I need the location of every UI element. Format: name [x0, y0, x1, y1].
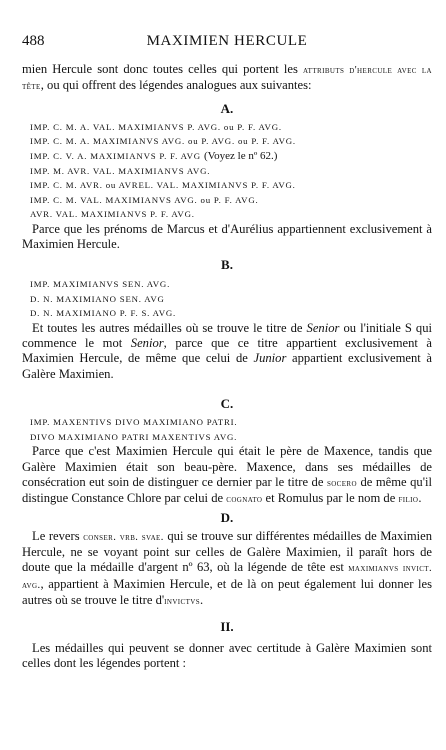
senior-word-2: Senior: [130, 336, 164, 351]
maximianus-legend: maximianvs invict. avg.: [22, 563, 432, 591]
section-a-title: A.: [220, 100, 234, 116]
section-c-paragraph: [22, 444, 432, 507]
section-c-text-2: de même qu'il distingue Constance Chlore par celui de: [22, 474, 432, 506]
section-d-text-3: , appartient à Maximien Hercule, et de là on peut également lui donner les autres où se trouve le titre d': [22, 576, 432, 608]
legend-a-1: IMP. C. M. A. VAL. MAXIMIANVS P. AVG. ou P. F. AVG.: [30, 121, 282, 132]
section-b-paragraph: [22, 321, 432, 382]
legend-b-2: D. N. MAXIMIANO SEN. AVG: [30, 293, 165, 304]
intro-text-1: mien Hercule sont donc toutes celles qui portent les: [22, 62, 298, 76]
intro-paragraph: [22, 62, 432, 95]
conser-legend: conser. vrb. svae.: [83, 531, 164, 543]
section-d-title: D.: [220, 509, 234, 525]
section-d-text-4: .: [200, 593, 204, 608]
senior-word: Senior: [306, 320, 340, 335]
legend-c-2: DIVO MAXIMIANO PATRI MAXENTIVS AVG.: [30, 431, 238, 442]
section-c-title: C.: [220, 395, 234, 411]
junior-word: Junior: [253, 351, 287, 366]
section-b-text-1: Et toutes les autres médailles où se trouve le titre de: [32, 320, 303, 335]
intro-small-caps: attributs d'hercule avec la tête: [22, 65, 432, 93]
running-title: MAXIMIEN HERCULE: [146, 33, 308, 49]
section-b-text-3: , parce que ce titre appartient exclusivement à Maximien Hercule, de même que celui de: [22, 336, 432, 366]
section-b-text-2: ou l'initiale S qui commence le mot: [22, 320, 433, 351]
section-c-text-4: .: [418, 491, 422, 506]
section-a-paragraph: Parce que les prénoms de Marcus et d'Aurélius appartiennent exclusivement à Maximien Hercule.: [22, 222, 432, 252]
cognato-word: cognato: [226, 494, 263, 506]
legend-b-3: D. N. MAXIMIANO P. F. S. AVG.: [30, 308, 176, 319]
legend-b-1: IMP. MAXIMIANVS SEN. AVG.: [30, 278, 171, 289]
page-body: [22, 62, 432, 671]
socero-word: socero: [326, 477, 357, 489]
legend-a-6: IMP. C. M. VAL. MAXIMIANVS AVG. ou P. F. AVG.: [30, 194, 259, 205]
section-d-text-2: qui se trouve sur différentes médailles de Maximien Hercule, ne se voyant point sur celles de Galère Maximien, il paraît hors de doute que la médaille d'argent nº 63, où la légende de tête est: [22, 528, 433, 575]
section-ii-title: II.: [220, 619, 234, 635]
intro-text-2: , ou qui offrent des légendes analogues aux suivantes:: [40, 78, 312, 93]
legend-a-4: IMP. M. AVR. VAL. MAXIMIANVS AVG.: [30, 165, 211, 176]
section-b-text-4: appartient exclusivement à Galère Maximien.: [22, 351, 433, 381]
legend-a-3-text: IMP. C. V. A. MAXIMIANVS P. F. AVG: [30, 151, 201, 162]
page-number: 488: [22, 33, 45, 49]
page-header: [22, 33, 432, 53]
section-d-text-1: Le revers: [32, 528, 80, 543]
invictus-word: invictvs: [164, 596, 201, 608]
legend-a-3: [30, 149, 432, 164]
legend-c-1: IMP. MAXENTIVS DIVO MAXIMIANO PATRI.: [30, 417, 238, 428]
legend-a-3-note: (Voyez le nº 62.): [203, 150, 278, 163]
section-c-text-3: et Romulus par le nom de: [265, 491, 396, 506]
section-d-paragraph: [22, 529, 432, 609]
legend-a-5: IMP. C. M. AVR. ou AVREL. VAL. MAXIMIANVS P. F. AVG.: [30, 180, 296, 191]
section-ii-paragraph: Les médailles qui peuvent se donner avec certitude à Galère Maximien sont celles dont les légendes portent :: [22, 640, 432, 670]
section-b-title: B.: [221, 256, 233, 272]
section-c-text-1: Parce que c'est Maximien Hercule qui était le père de Maxence, tandis que Galère Maximien était son beau-père. Maxence, dans ses médailles de consécration eut soin de distinguer ce dernier par le titre de: [22, 444, 432, 489]
filio-word: filio: [398, 494, 419, 506]
legend-a-7: AVR. VAL. MAXIMIANVS P. F. AVG.: [30, 209, 195, 220]
legend-a-2: IMP. C. M. A. MAXIMIANVS AVG. ou P. AVG. ou P. F. AVG.: [30, 136, 296, 147]
